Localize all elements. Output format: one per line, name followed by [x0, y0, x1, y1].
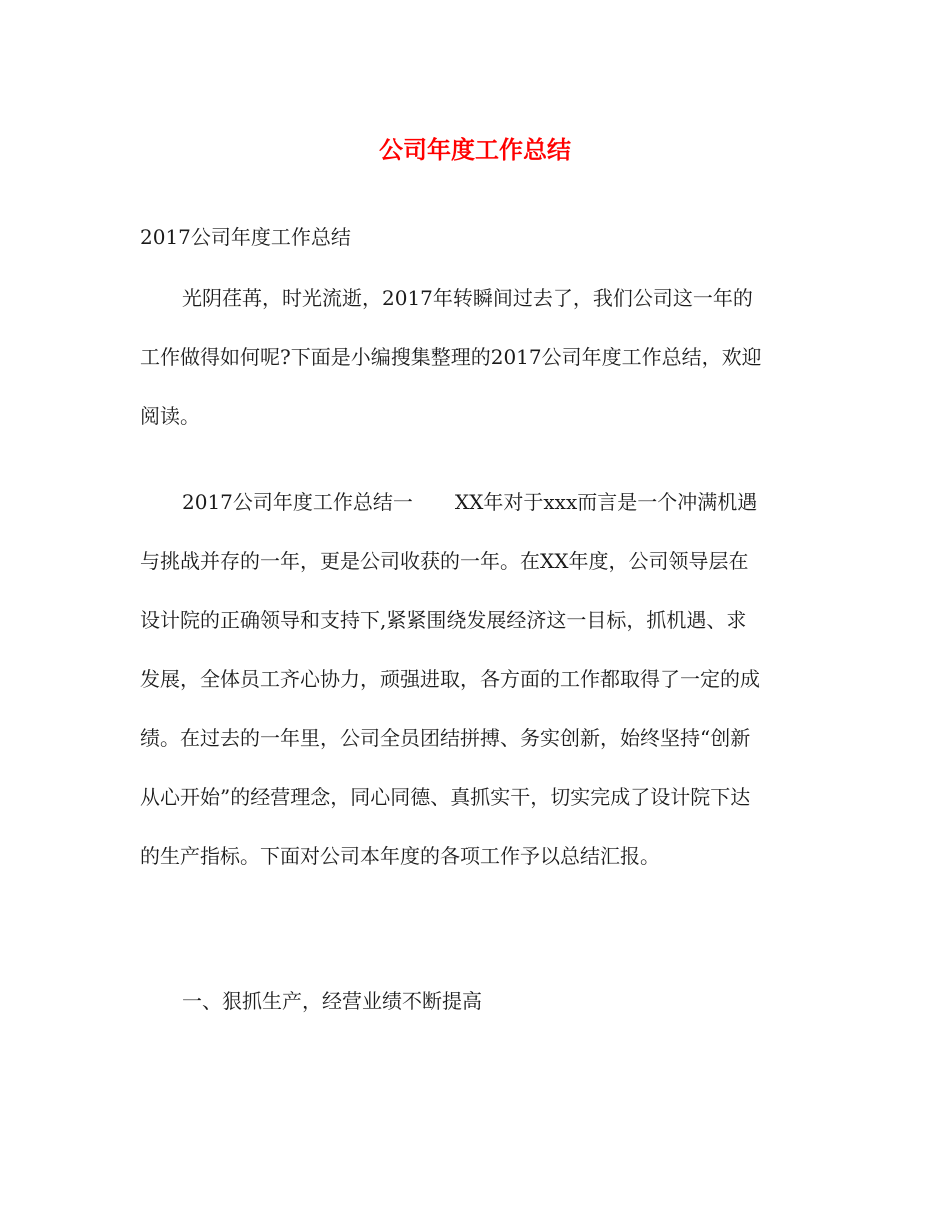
paragraph-line: 绩。在过去的一年里，公司全员团结拼搏、务实创新，始终坚持“创新 — [140, 726, 751, 750]
paragraph-first-line — [140, 487, 812, 546]
intro-paragraph — [140, 283, 812, 460]
paragraph-line: 光阴荏苒，时光流逝，2017年转瞬间过去了，我们公司这一年的 — [182, 286, 753, 310]
paragraph-line: 从心开始”的经营理念，同心同德、真抓实干，切实完成了设计院下达 — [140, 785, 751, 809]
summary-first-text: XX年对于xxx而言是一个冲满机遇 — [454, 490, 758, 514]
paragraph-line: 与挑战并存的一年，更是公司收获的一年。在XX年度，公司领导层在 — [140, 549, 749, 573]
summary-heading: 2017公司年度工作总结一 — [182, 490, 413, 514]
paragraph-line: 的生产指标。下面对公司本年度的各项工作予以总结汇报。 — [140, 844, 660, 868]
document-subtitle: 2017公司年度工作总结 — [140, 225, 351, 249]
section-heading-block — [140, 986, 812, 1045]
paragraph-line: 设计院的正确领导和支持下,紧紧围绕发展经济这一目标，抓机遇、求 — [140, 608, 747, 632]
summary-paragraph — [140, 487, 812, 900]
paragraph-line: 阅读。 — [140, 404, 200, 428]
paragraph-line: 工作做得如何呢?下面是小编搜集整理的2017公司年度工作总结，欢迎 — [140, 345, 762, 369]
section-heading: 一、狠抓生产，经营业绩不断提高 — [182, 989, 482, 1013]
document-title: 公司年度工作总结 — [379, 136, 571, 164]
paragraph-line: 发展，全体员工齐心协力，顽强进取，各方面的工作都取得了一定的成 — [140, 667, 760, 691]
